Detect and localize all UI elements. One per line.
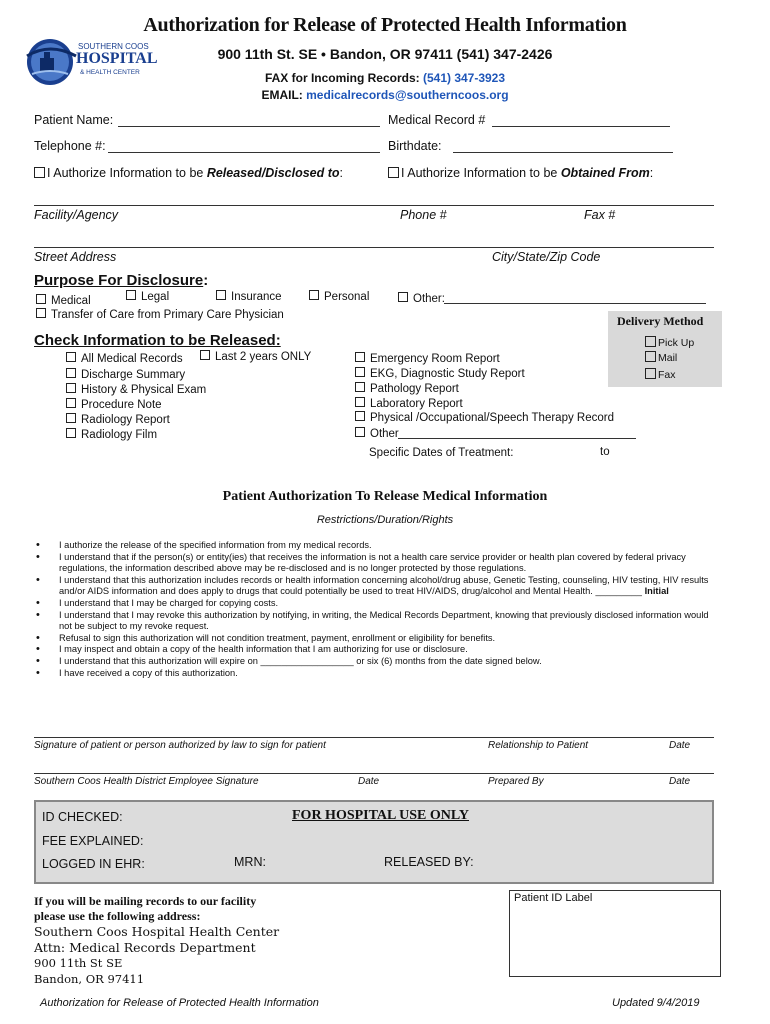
personal-checkbox[interactable]: [309, 290, 319, 300]
info-item-history[interactable]: [66, 383, 206, 396]
medical-record-field[interactable]: [492, 126, 670, 127]
patient-id-label-text: Patient ID Label: [514, 892, 593, 904]
obtained-from-checkbox[interactable]: [388, 167, 399, 178]
email-label: EMAIL:: [261, 88, 307, 102]
form-title: Authorization for Release of Protected Health Information: [143, 14, 627, 36]
info-item-laboratory[interactable]: [355, 397, 463, 410]
info-item-last-2-years-label: Last 2 years ONLY: [215, 351, 312, 363]
birthdate-label: Birthdate:: [388, 139, 442, 153]
dates-to-label: to: [600, 446, 610, 458]
patient-signature-line[interactable]: [34, 737, 714, 738]
delivery-pickup-label: Pick Up: [658, 337, 695, 349]
patient-date-label: Date: [669, 740, 691, 751]
purpose-other[interactable]: [398, 292, 445, 305]
info-item-other-label: Other: [370, 428, 399, 440]
obtained-from-colon: :: [649, 166, 654, 180]
procedure-checkbox[interactable]: [66, 398, 76, 408]
info-item-er[interactable]: [355, 352, 500, 365]
info-item-radiology-report[interactable]: [66, 413, 170, 426]
prepared-by-label: Prepared By: [488, 776, 544, 787]
delivery-heading: Delivery Method: [617, 314, 704, 328]
info-item-discharge[interactable]: [66, 368, 185, 381]
bullet-item: • I understand that if the person(s) or entity(ies) that receives the information is not a health care service provider or health plan covered by federal privacy regulations, the information described above may be re-disclosed and is no longer protected by those regulations.: [34, 552, 724, 575]
patient-signature-label: Signature of patient or person authorized by law to sign for patient: [34, 740, 326, 751]
info-item-ekg[interactable]: [355, 367, 525, 380]
mailing-address-line: Southern Coos Hospital Health Center: [34, 924, 280, 939]
bullet-item: [34, 575, 724, 598]
ekg-checkbox[interactable]: [355, 367, 365, 377]
last-2-years-checkbox[interactable]: [200, 350, 210, 360]
info-other-field[interactable]: [398, 438, 636, 439]
email-address: medicalrecords@southerncoos.org: [306, 88, 509, 102]
released-by-label: RELEASED BY:: [384, 855, 474, 869]
purpose-personal-label: Personal: [324, 291, 370, 303]
purpose-legal-label: Legal: [141, 291, 170, 303]
released-to-prefix: I Authorize Information to be: [47, 166, 207, 180]
purpose-heading-text: Purpose For Disclosure: [34, 272, 204, 289]
legal-checkbox[interactable]: [126, 290, 136, 300]
purpose-transfer-label: Transfer of Care from Primary Care Physician: [51, 309, 284, 321]
patient-name-label: Patient Name:: [34, 113, 114, 127]
info-item-radiology-report-label: Radiology Report: [81, 414, 170, 426]
info-item-procedure-label: Procedure Note: [81, 399, 162, 411]
purpose-medical-label: Medical: [51, 295, 91, 307]
bullet-item: • Refusal to sign this authorization will not condition treatment, payment, enrollment or eligibility for benefits.: [34, 633, 724, 645]
initial-label: Initial: [644, 586, 669, 597]
pathology-checkbox[interactable]: [355, 382, 365, 392]
purpose-medical[interactable]: [36, 294, 91, 307]
info-item-other[interactable]: [355, 427, 399, 440]
info-item-ekg-label: EKG, Diagnostic Study Report: [370, 368, 525, 380]
discharge-checkbox[interactable]: [66, 368, 76, 378]
transfer-checkbox[interactable]: [36, 308, 46, 318]
bullet-item: • I understand that I may be charged for copying costs.: [34, 598, 724, 610]
mailing-address-line: Attn: Medical Records Department: [34, 940, 256, 955]
released-to-checkbox[interactable]: [34, 167, 45, 178]
mailing-address-line: Bandon, OR 97411: [34, 972, 145, 986]
hospital-use-heading: FOR HOSPITAL USE ONLY: [292, 808, 469, 823]
info-other-checkbox[interactable]: [355, 427, 365, 437]
authorization-heading: Patient Authorization To Release Medical Information: [222, 489, 548, 504]
id-checked-label: ID CHECKED:: [42, 810, 123, 824]
purpose-other-label: Other:: [413, 293, 445, 305]
street-label: Street Address: [34, 250, 117, 264]
er-checkbox[interactable]: [355, 352, 365, 362]
purpose-transfer[interactable]: [36, 308, 284, 321]
obtained-from-em: Obtained From: [560, 166, 650, 180]
history-checkbox[interactable]: [66, 383, 76, 393]
bullet-item: • I authorize the release of the specified information from my medical records.: [34, 540, 724, 552]
delivery-mail-label: Mail: [658, 352, 678, 364]
facility-label: Facility/Agency: [34, 208, 119, 222]
pickup-checkbox[interactable]: [645, 336, 656, 347]
telephone-label: Telephone #:: [34, 139, 106, 153]
released-to-em: Released/Disclosed to: [206, 166, 340, 180]
medical-checkbox[interactable]: [36, 294, 46, 304]
telephone-field[interactable]: [108, 152, 380, 153]
logo-main-text: HOSPITAL: [76, 50, 158, 67]
employee-date-label: Date: [358, 776, 380, 787]
radiology-report-checkbox[interactable]: [66, 413, 76, 423]
purpose-insurance[interactable]: [216, 290, 282, 303]
authorization-subheading: Restrictions/Duration/Rights: [316, 514, 454, 526]
info-item-pathology[interactable]: [355, 382, 459, 395]
street-line[interactable]: [34, 247, 714, 248]
bullet-item: • I have received a copy of this authorization.: [34, 668, 724, 680]
footer-title: Authorization for Release of Protected Health Information: [40, 997, 319, 1009]
released-to-option[interactable]: [34, 166, 343, 180]
insurance-checkbox[interactable]: [216, 290, 226, 300]
footer-updated: Updated 9/4/2019: [612, 997, 700, 1009]
fax-checkbox[interactable]: [645, 368, 656, 379]
info-item-discharge-label: Discharge Summary: [81, 369, 186, 381]
employee-signature-line[interactable]: [34, 773, 714, 774]
mailing-instruction-line2: please use the following address:: [34, 909, 201, 923]
info-item-last-2-years[interactable]: [200, 350, 311, 363]
mailing-instruction-line1: If you will be mailing records to our facility: [34, 894, 257, 908]
check-info-heading: Check Information to be Released:: [34, 332, 281, 349]
logo-top-text: SOUTHERN COOS: [78, 42, 149, 51]
purpose-legal[interactable]: [126, 290, 169, 303]
fax-number: (541) 347-3923: [422, 71, 506, 85]
bullet-item-text: I understand that this authorization includes records or health information concerning alcohol/drug abuse, Genetic Testing, counseling, HIV testing, HIV results and/or AIDS information and does apply to drugs that could potentially be used to treat HIV/AIDS, drug/alcohol and Mental Health. _________: [59, 574, 709, 597]
info-item-radiology-film[interactable]: [66, 428, 157, 441]
fax-label: FAX for Incoming Records:: [264, 71, 423, 85]
info-item-all-records[interactable]: [66, 352, 183, 365]
purpose-insurance-label: Insurance: [231, 291, 282, 303]
employee-signature-label: Southern Coos Health District Employee Signature: [34, 776, 259, 787]
info-item-laboratory-label: Laboratory Report: [370, 398, 463, 410]
laboratory-checkbox[interactable]: [355, 397, 365, 407]
info-item-radiology-film-label: Radiology Film: [81, 429, 158, 441]
purpose-heading: [34, 272, 208, 289]
logo-sub-text: & HEALTH CENTER: [80, 69, 140, 76]
bullet-item: • I understand that this authorization will expire on __________________ or six (6) months from the date signed below.: [34, 656, 724, 668]
birthdate-field[interactable]: [453, 152, 673, 153]
specific-dates-label: Specific Dates of Treatment:: [369, 447, 514, 459]
mailing-address-line: 900 11th St SE: [34, 956, 123, 970]
all-records-checkbox[interactable]: [66, 352, 76, 362]
bullet-item: • I may inspect and obtain a copy of the health information that I am authorizing for use or disclosure.: [34, 644, 724, 656]
info-item-pathology-label: Pathology Report: [370, 383, 459, 395]
medical-record-label: Medical Record #: [388, 113, 486, 127]
patient-name-field[interactable]: [118, 126, 380, 127]
fax-field-label: Fax #: [584, 208, 616, 222]
bullet-item: • I understand that I may revoke this authorization by notifying, in writing, the Medical Records Department, knowing that previously disclosed information would not be subject to my revoke request.: [34, 610, 724, 633]
hospital-address: 900 11th St. SE • Bandon, OR 97411 (541) 347-2426: [217, 46, 553, 62]
obtained-from-prefix: I Authorize Information to be: [401, 166, 561, 180]
prepared-date-label: Date: [669, 776, 691, 787]
mrn-label: MRN:: [234, 855, 266, 869]
purpose-heading-colon: :: [203, 272, 209, 289]
city-label: City/State/Zip Code: [492, 250, 601, 264]
logged-ehr-label: LOGGED IN EHR:: [42, 857, 145, 871]
fee-explained-label: FEE EXPLAINED:: [42, 834, 144, 848]
info-item-all-records-label: All Medical Records: [81, 353, 183, 365]
obtained-from-option[interactable]: [388, 166, 653, 180]
purpose-other-field[interactable]: [444, 303, 706, 304]
fax-line: [0, 71, 770, 85]
info-item-procedure[interactable]: [66, 398, 162, 411]
hospital-logo: [22, 34, 162, 96]
mail-checkbox[interactable]: [645, 351, 656, 362]
other-checkbox[interactable]: [398, 292, 408, 302]
delivery-fax[interactable]: [645, 368, 676, 381]
delivery-mail[interactable]: [645, 351, 677, 364]
purpose-personal[interactable]: [309, 290, 369, 303]
info-item-therapy[interactable]: [355, 411, 614, 424]
delivery-fax-label: Fax: [658, 369, 676, 381]
delivery-pickup[interactable]: [645, 336, 694, 349]
radiology-film-checkbox[interactable]: [66, 428, 76, 438]
phone-label: Phone #: [400, 208, 447, 222]
therapy-checkbox[interactable]: [355, 411, 365, 421]
info-item-er-label: Emergency Room Report: [370, 353, 500, 365]
facility-line[interactable]: [34, 205, 714, 206]
info-item-history-label: History & Physical Exam: [81, 384, 207, 396]
info-item-therapy-label: Physical /Occupational/Speech Therapy Record: [370, 412, 614, 424]
authorization-bullets: [34, 540, 724, 679]
email-line: [0, 88, 770, 102]
released-to-colon: :: [339, 166, 344, 180]
relationship-label: Relationship to Patient: [488, 740, 589, 751]
